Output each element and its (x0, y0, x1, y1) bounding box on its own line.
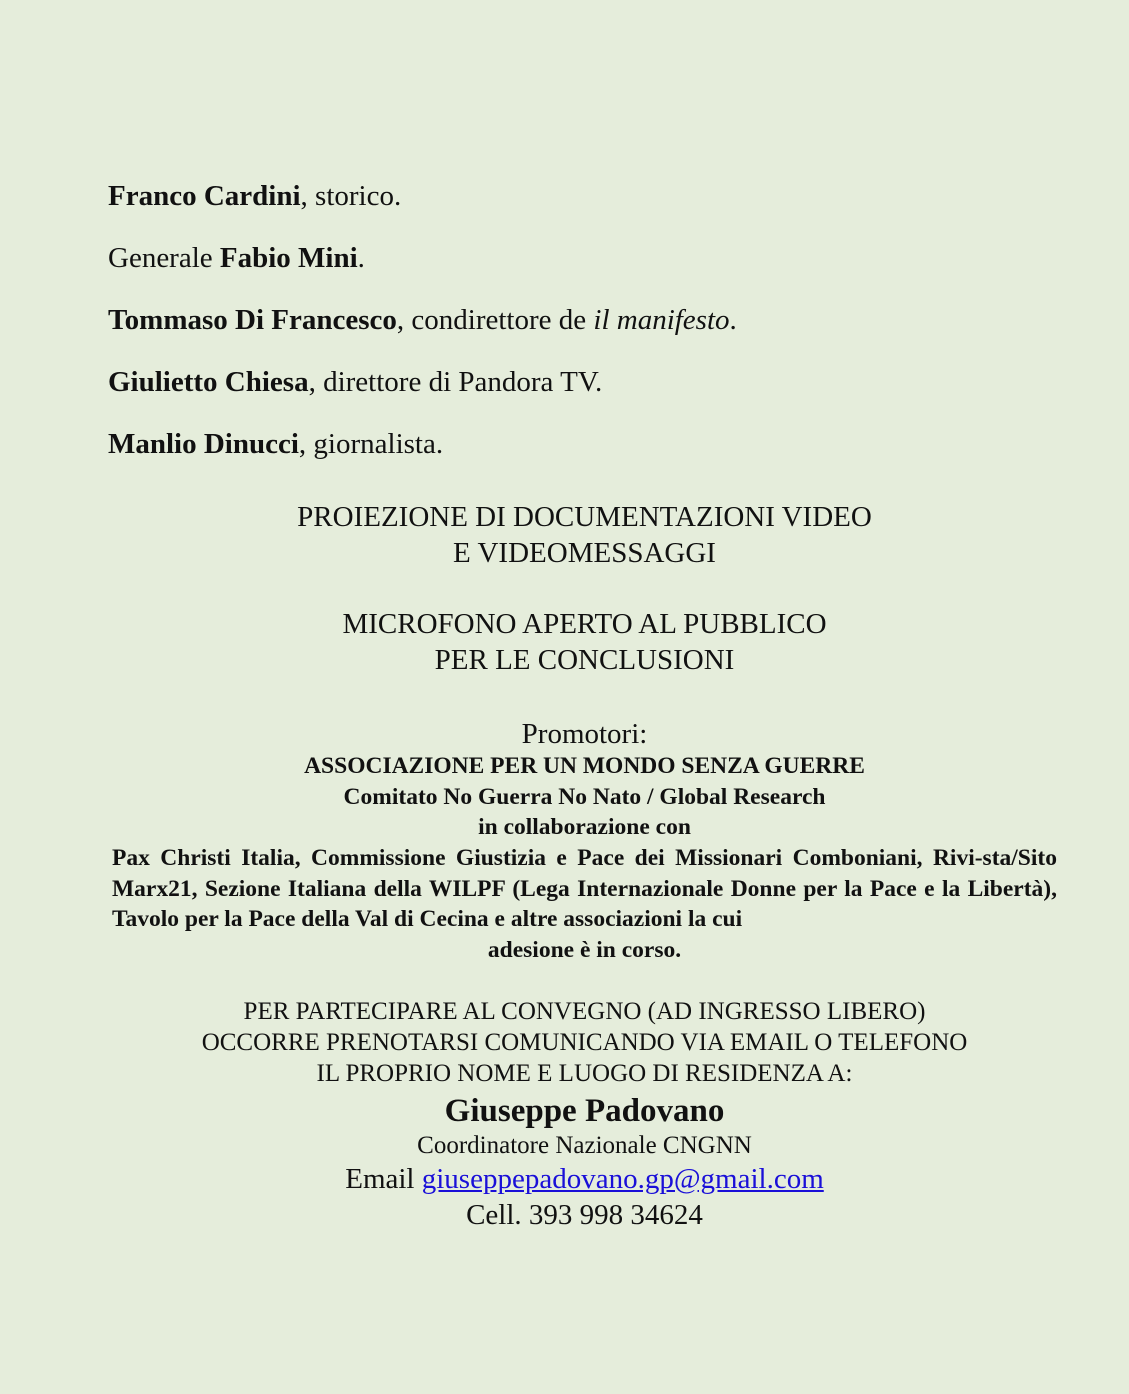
registration-line-2: OCCORRE PRENOTARSI COMUNICANDO VIA EMAIL O TELEFONO (201, 1029, 968, 1056)
projection-notice (0, 499, 1129, 571)
speaker-name: Manlio Dinucci (108, 428, 299, 460)
projection-line-2: E VIDEOMESSAGGI (453, 537, 716, 569)
promoter-committee: Comitato No Guerra No Nato / Global Research (343, 783, 826, 810)
speaker-di-francesco (108, 302, 1048, 338)
speaker-role: , giornalista. (298, 428, 444, 460)
promoters-block (0, 751, 1129, 843)
registration-notice (0, 996, 1129, 1089)
speaker-name: Tommaso Di Francesco (108, 304, 397, 336)
contact-phone: Cell. 393 998 34624 (466, 1199, 703, 1231)
speaker-role: , condirettore de (396, 304, 594, 336)
newspaper-title: il manifesto (593, 304, 730, 336)
partners-paragraph (112, 843, 1057, 965)
speaker-role: , storico. (300, 180, 402, 212)
contact-email-line (40, 1161, 1129, 1197)
microphone-line-1: MICROFONO APERTO AL PUBBLICO (342, 608, 827, 640)
promoters-label: Promotori: (521, 718, 648, 750)
speaker-dinucci (108, 426, 1048, 462)
speaker-chiesa (108, 364, 1048, 400)
partners-text: Pax Christi Italia, Commissione Giustizia e Pace dei Missionari Comboniani, Rivi-sta/Sito Marx21, Sezione Italiana della WILPF (Lega Internazionale Donne per la Pace e la Libertà), Tavolo per la Pace della Val di Cecina e altre associazioni la cui (112, 845, 1057, 933)
projection-line-1: PROIEZIONE DI DOCUMENTAZIONI VIDEO (297, 501, 872, 533)
contact-block (0, 1091, 1129, 1233)
microphone-notice (0, 606, 1129, 678)
speaker-name: Fabio Mini (219, 242, 358, 274)
speaker-suffix: . (729, 304, 737, 336)
registration-line-1: PER PARTECIPARE AL CONVEGNO (AD INGRESSO LIBERO) (243, 998, 926, 1025)
registration-line-3: IL PROPRIO NOME E LUOGO DI RESIDENZA A: (316, 1060, 853, 1087)
email-link[interactable]: giuseppepadovano.gp@gmail.com (421, 1163, 824, 1195)
partners-text-end: adesione è in corso. (487, 936, 682, 963)
contact-name: Giuseppe Padovano (444, 1093, 725, 1129)
speaker-mini (108, 240, 1048, 276)
speaker-role: , direttore di Pandora TV. (308, 366, 603, 398)
collaboration-label: in collaborazione con (478, 814, 691, 841)
speakers-list (108, 178, 1048, 488)
speaker-name: Giulietto Chiesa (108, 366, 309, 398)
speaker-role: . (357, 242, 365, 274)
speaker-prefix: Generale (108, 242, 220, 274)
promoter-association: ASSOCIAZIONE PER UN MONDO SENZA GUERRE (304, 753, 865, 779)
microphone-line-2: PER LE CONCLUSIONI (434, 644, 735, 676)
email-label: Email (345, 1163, 422, 1195)
speaker-name: Franco Cardini (108, 180, 301, 212)
contact-title: Coordinatore Nazionale CNGNN (417, 1132, 752, 1159)
speaker-cardini (108, 178, 1048, 214)
